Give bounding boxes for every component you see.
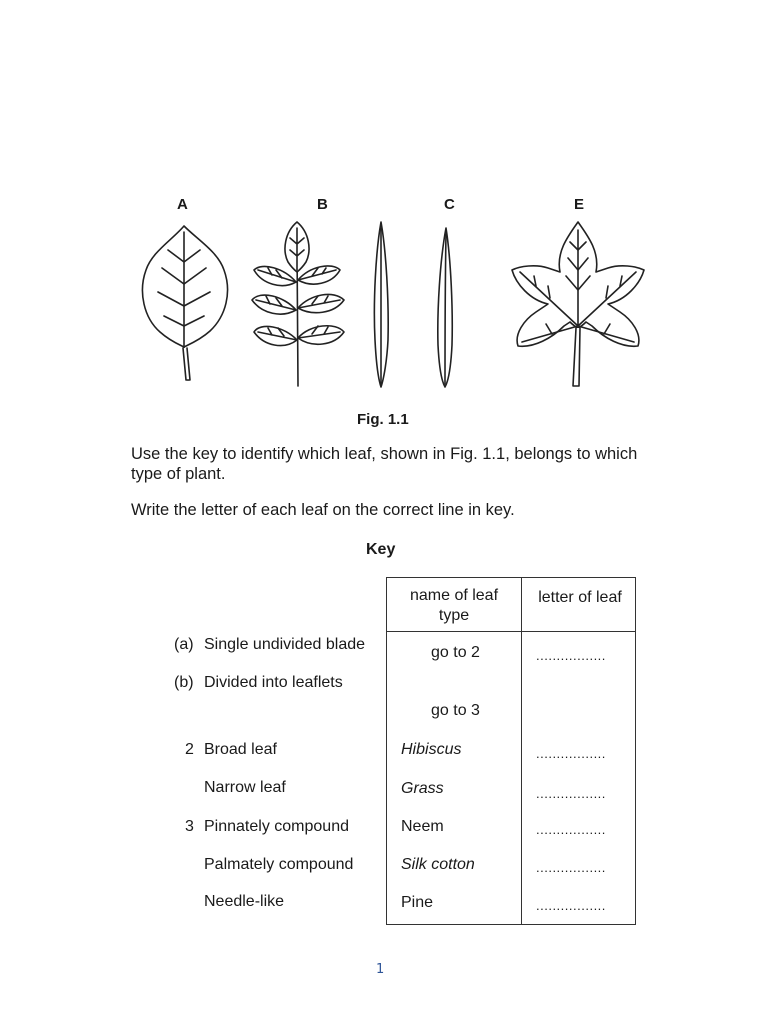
leaf-figure <box>0 0 768 420</box>
narrow-leaf-1-drawing <box>374 222 388 387</box>
row-number: 2 <box>185 741 194 758</box>
row-number: 3 <box>185 818 194 835</box>
leaf-letter-c: C <box>444 196 455 213</box>
row-leaf-type: Silk cotton <box>401 856 475 873</box>
leaf-b-drawing <box>252 222 344 386</box>
instruction-paragraph-1: Use the key to identify which leaf, shown in Fig. 1.1, belongs to which type of plant. <box>131 445 638 483</box>
row-label: Single undivided blade <box>204 636 366 653</box>
row-leaf-type: Pine <box>401 894 434 911</box>
row-label: Pinnately compound <box>204 818 349 835</box>
answer-line[interactable]: ................. <box>536 746 606 761</box>
header-letter-of-leaf: letter of leaf <box>538 589 622 606</box>
row-label: Broad leaf <box>204 741 277 758</box>
header-name-of-leaf-type: name of leaf type <box>409 587 499 624</box>
row-number: (a) <box>174 636 194 653</box>
page-number: 1 <box>376 962 385 977</box>
leaf-c-drawing <box>438 228 452 387</box>
leaf-letter-a: A <box>177 196 188 213</box>
row-label: Needle-like <box>204 893 285 910</box>
row-leaf-type: go to 2 <box>431 644 480 661</box>
row-leaf-type: go to 3 <box>431 702 480 719</box>
key-table-header-divider <box>386 631 636 632</box>
answer-line[interactable]: ................. <box>536 822 606 837</box>
row-leaf-type: Grass <box>401 780 444 797</box>
key-table-column-divider <box>521 577 522 925</box>
key-title: Key <box>366 541 396 558</box>
row-leaf-type: Hibiscus <box>401 741 462 758</box>
leaf-letter-e: E <box>574 196 585 213</box>
answer-line[interactable]: ................. <box>536 648 606 663</box>
answer-line[interactable]: ................. <box>536 898 606 913</box>
row-leaf-type: Neem <box>401 818 444 835</box>
row-label: Palmately compound <box>204 856 354 873</box>
instruction-paragraph-2: Write the letter of each leaf on the correct line in key. <box>131 501 515 519</box>
row-number: (b) <box>174 674 194 691</box>
leaf-letter-b: B <box>317 196 328 213</box>
row-label: Divided into leaflets <box>204 674 343 691</box>
figure-caption: Fig. 1.1 <box>357 411 409 428</box>
answer-line[interactable]: ................. <box>536 860 606 875</box>
leaf-e-drawing <box>512 222 644 386</box>
answer-line[interactable]: ................. <box>536 786 606 801</box>
row-label: Narrow leaf <box>204 779 286 796</box>
leaf-a-drawing <box>142 226 227 380</box>
